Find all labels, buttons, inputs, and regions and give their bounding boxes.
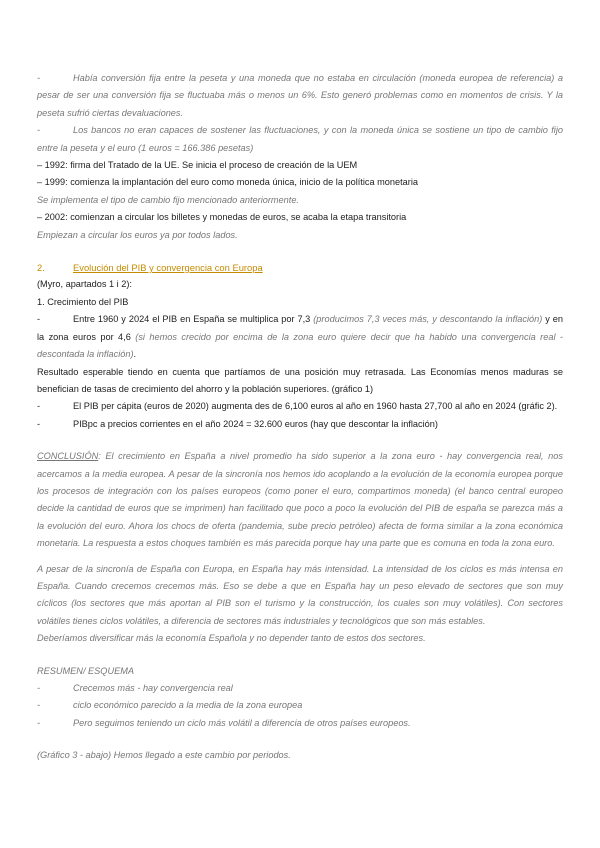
spacer [37,553,563,561]
bullet-pib-growth: - Entre 1960 y 2024 el PIB en España se multiplica por 7,3 (producimos 7,3 veces más, y descontando la inflación) y en la zona euros por 4,6 (si hemos crecido por encima de la zona euro quiere decir que ha habido una convergencia real - descontada la inflación). [37,314,563,360]
spacer [37,244,563,259]
document-page [37,70,563,765]
summary-item: - ciclo económico parecido a la media de la zona europea [37,700,303,711]
milestone-1999: – 1999: comienza la implantación del euro como moneda única, inicio de la política monetaria [37,177,418,188]
conclusion-intensity: A pesar de la sincronía de España con Europa, en España hay más intensidad. La intensidad de los ciclos es más intensa en España. Cuando crecemos crecemos más. Eso se debe a que en España hay un peso elevado de sectores que son muy cíclicos (los sectores que más aportan al PIB son el turismo y la construcción, los cuales son muy volátiles). Con sectores volátiles tienes ciclos volátiles, a diferencia de sectores más industriales y tecnológicos que son más estables. [37,563,563,626]
bullet-pibpc-current: - PIBpc a precios corrientes en el año 2024 = 32.600 euros (hay que descontar la inflación) [37,418,438,429]
paragraph-result: Resultado esperable tiendo en cuenta que partíamos de una posición muy retrasada. Las Economías menos maduras se benefician de tasas de crecimiento del ahorro y la población superiores. (gráfico 1) [37,366,563,394]
note-2002: Empiezan a circular los euros ya por todos lados. [37,229,238,240]
bullet-dash: - [37,125,41,136]
milestone-1992: – 1992: firma del Tratado de la UE. Se inicia el proceso de creación de la UEM [37,160,358,171]
conclusion-paragraph: CONCLUSIÓN: El crecimiento en España a nivel promedio ha sido superior a la zona euro - hay convergencia real, nos acercamos a la media europea. A pesar de la sincronía nos hemos ido acoplando a la evolución de la economía europea porque los procesos de integración con los países europeos (como poner el euro, compartimos moneda) (el banco central europeo decide la cantidad de euros que se imprimen) han facilitado que poco a poco la evolución del PIB de españa se parezca más a la evolución del euro. Ahora los chocs de oferta (pandemia, sube precio petróleo) afecta de forma similar a la zona económica monetaria. La respuesta a estos choques también es más parecida porque hay una parte que es comuna en toda la zona euro. [37,451,563,549]
summary-item: - Crecemos más - hay convergencia real [37,683,233,693]
milestone-2002: – 2002: comienzan a circular los billetes y monedas de euros, se acaba la etapa transitoria [37,212,407,223]
summary-footer: (Gráfico 3 - abajo) Hemos llegado a este cambio por periodos. [37,750,291,761]
spacer [37,648,563,663]
spacer [37,433,563,448]
section-heading: 2. Evolución del PIB y convergencia con Europa [37,262,263,274]
paragraph-conversion: - Había conversión fija entre la peseta y una moneda que no estaba en circulación (moneda europea de referencia) a pesar de ser una conversión fija se fluctuaba más o menos un 6%. Esto generó problemas como en momentos de crisis. Y la peseta sufrió ciertas devaluaciones. [37,70,563,122]
paragraph-banks: - Los bancos no eran capaces de sostener las fluctuaciones, y con la moneda única se sostiene un tipo de cambio fijo entre la peseta y el euro (1 euros = 166.386 pesetas) [37,122,563,157]
conclusion-diversify: Deberíamos diversificar más la economía Española y no depender tanto de estos dos sectores. [37,633,426,644]
bullet-pib-per-capita: - El PIB per cápita (euros de 2020) augmenta des de 6,100 euros al año en 1960 hasta 27,700 al año en 2024 (gráfic 2). [37,401,558,412]
summary-title: RESUMEN/ ESQUEMA [37,665,134,676]
subsection-title: 1. Crecimiento del PIB [37,296,129,307]
summary-item: - Pero seguimos teniendo un ciclo más volátil a diferencia de otros países europeos. [37,717,411,728]
section-title: Evolución del PIB y convergencia con Europa [73,262,263,274]
section-reference: (Myro, apartados 1 i 2): [37,279,132,290]
bullet-dash: - [37,73,41,83]
note-1999: Se implementa el tipo de cambio fijo mencionado anteriormente. [37,194,299,205]
conclusion-label: CONCLUSIÓN [37,451,99,462]
spacer [37,732,563,747]
